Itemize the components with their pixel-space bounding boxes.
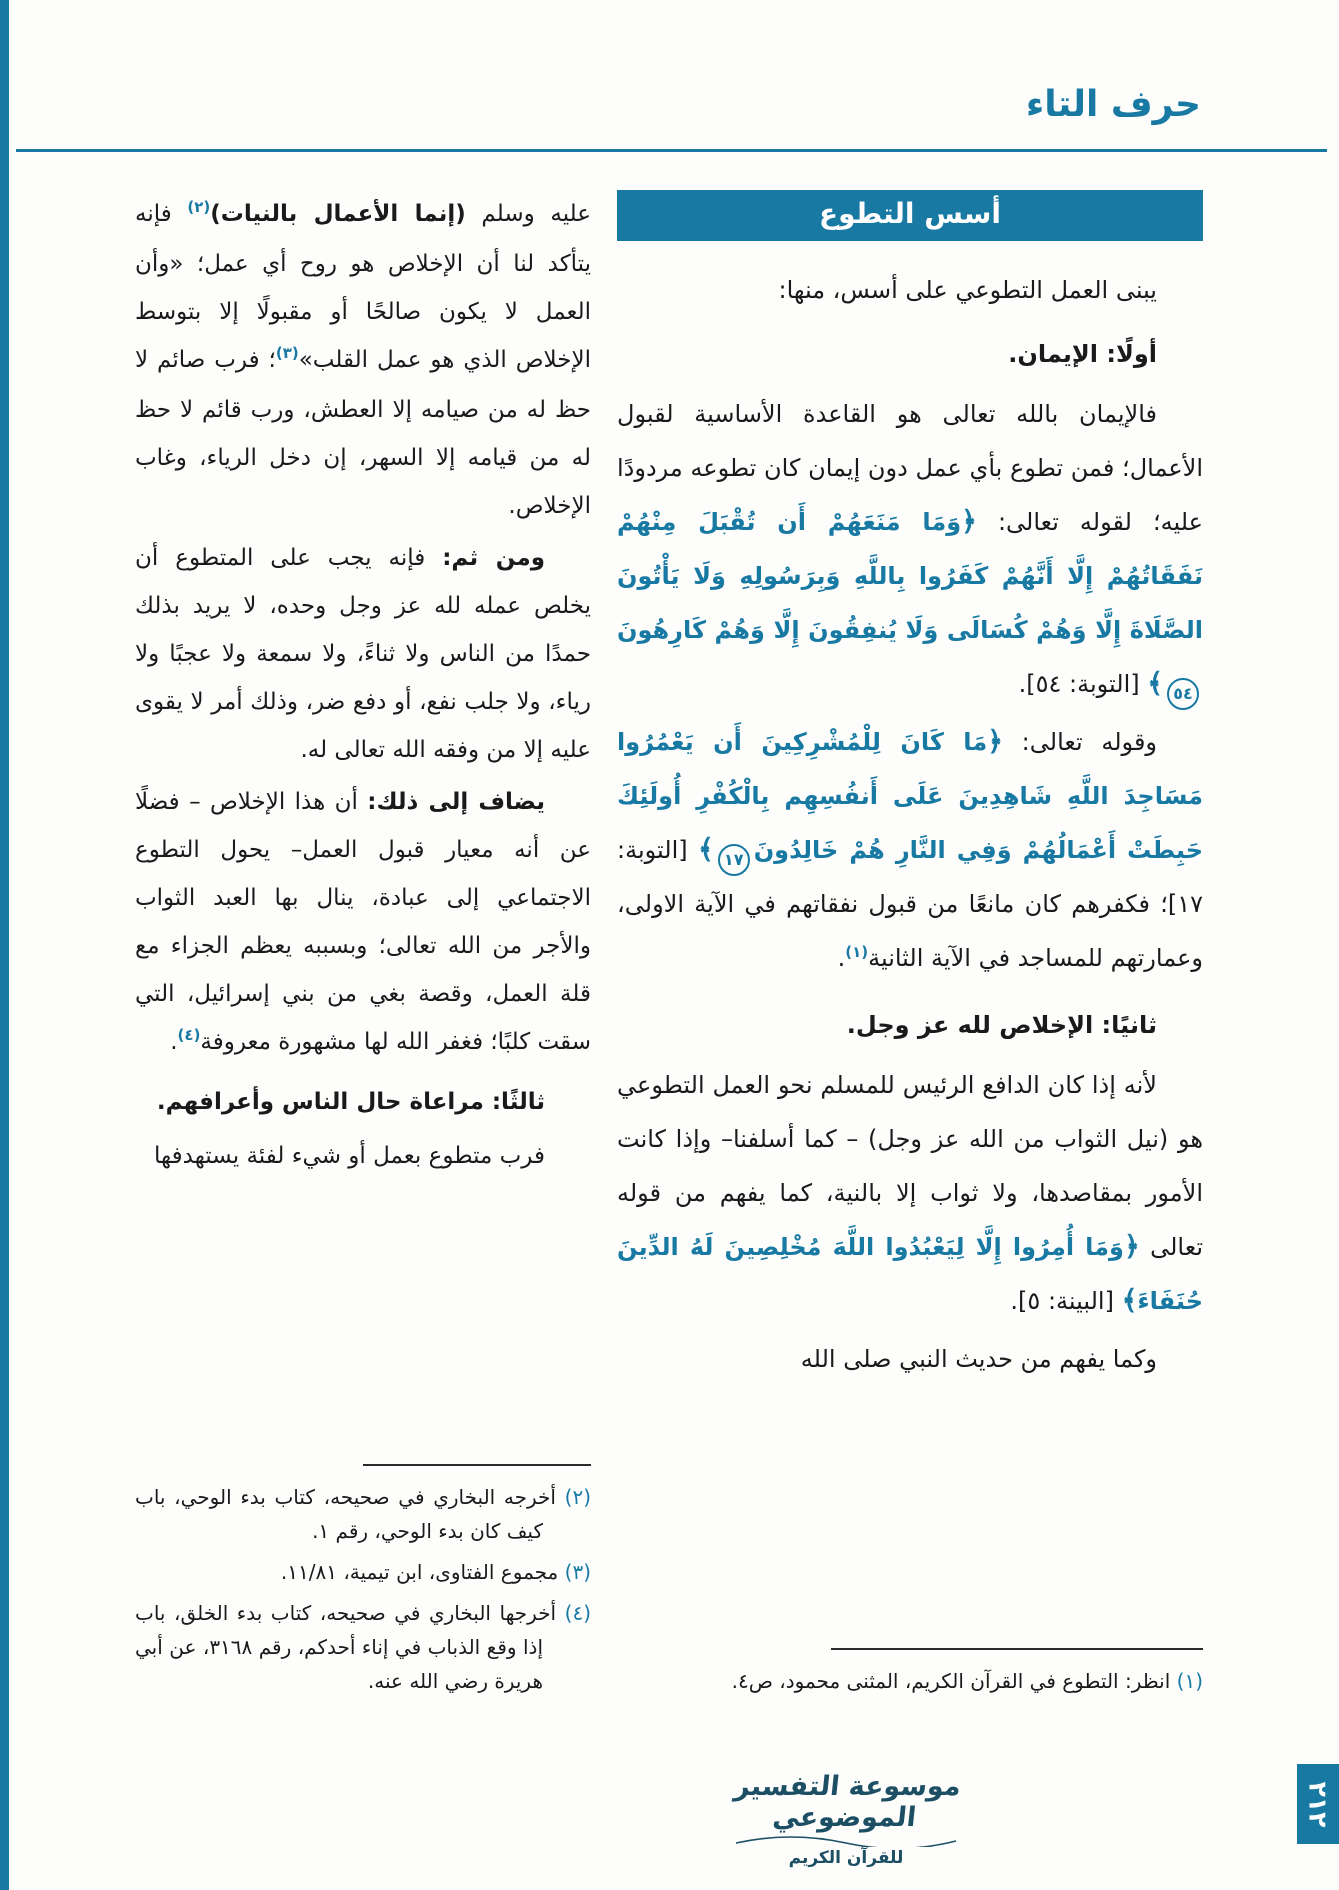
publisher-logo xyxy=(721,1771,971,1868)
footnote-separator xyxy=(363,1464,591,1466)
right-footnote-list xyxy=(617,1664,1203,1698)
footnote xyxy=(135,1555,591,1589)
emphasis-text: أولًا: الإيمان. xyxy=(1008,340,1157,368)
body-text: أن هذا الإخلاص – فضلًا عن أنه معيار قبول العمل– يحول التطوع الاجتماعي إلى عبادة، ينال بها العبد الثواب والأجر من الله تعالى؛ وبسببه يعظم الجزاء مع قلة العمل، وقصة بغي من بني إسرائيل، التي سقت كلبًا؛ فغفر الله لها مشهورة معروفة xyxy=(135,789,591,1055)
logo-subtitle: للقرآن الكريم xyxy=(788,1848,904,1868)
footnote-separator xyxy=(831,1648,1203,1650)
section-heading xyxy=(135,1078,591,1126)
quran-close-bracket-icon: ﴾ xyxy=(697,834,714,865)
quran-close-bracket-icon: ﴾ xyxy=(1121,1285,1138,1316)
footnote xyxy=(617,1664,1203,1698)
footnote-text: أخرجه البخاري في صحيحه، كتاب بدء الوحي، باب كيف كان بدء الوحي، رقم ١. xyxy=(135,1485,556,1543)
footnote-text: أخرجها البخاري في صحيحه، كتاب بدء الخلق، باب إذا وقع الذباب في إناء أحدكم، رقم ٣١٦٨، عن أبي هريرة رضي الله عنه. xyxy=(135,1601,557,1693)
paragraph xyxy=(135,190,591,530)
body-text: فالإيمان بالله تعالى هو القاعدة الأساسية لقبول الأعمال؛ فمن تطوع بأي عمل دون إيمان كان تطوعه مردودًا عليه؛ لقوله تعالى: xyxy=(617,400,1203,536)
section-heading xyxy=(617,998,1203,1052)
quran-verse: وَمَا أُمِرُوا إِلَّا لِيَعْبُدُوا اللَّهَ مُخْلِصِينَ لَهُ الدِّينَ حُنَفَاءَ xyxy=(617,1233,1203,1315)
verse-reference: [التوبة: ١٧]؛ xyxy=(617,836,1204,918)
footnote-text: مجموع الفتاوى، ابن تيمية، ١١/٨١. xyxy=(280,1560,559,1584)
quran-open-bracket-icon: ﴿ xyxy=(987,726,1003,757)
section-title-box xyxy=(617,190,1203,241)
emphasis-text: ومن ثم: xyxy=(442,545,545,571)
left-column xyxy=(135,190,591,1705)
paragraph xyxy=(617,1058,1203,1328)
footnote-marker: (٤) xyxy=(177,1026,201,1044)
body-text: فرب متطوع بعمل أو شيء لفئة يستهدفها xyxy=(154,1143,545,1169)
chapter-header: حرف التاء xyxy=(1025,84,1201,125)
verse-reference: [البينة: ٥]. xyxy=(1010,1287,1122,1315)
ayah-number-badge: ١٧ xyxy=(718,844,750,876)
right-column-paragraphs xyxy=(617,263,1203,1390)
body-text: عليه وسلم xyxy=(465,201,591,227)
left-column-footnotes xyxy=(135,1458,591,1705)
page-number: ٢١٢ xyxy=(1303,1781,1333,1827)
body-text: وكما يفهم من حديث النبي صلى الله xyxy=(800,1345,1157,1373)
paragraph xyxy=(617,715,1203,988)
left-footnote-list xyxy=(135,1480,591,1698)
paragraph xyxy=(135,778,591,1068)
body-text: . xyxy=(837,944,846,972)
quran-verse: مَا كَانَ لِلْمُشْرِكِينَ أَن يَعْمُرُوا مَسَاجِدَ اللَّهِ شَاهِدِينَ عَلَى أَنفُسِهِم بِالْكُفْرِ أُولَئِكَ حَبِطَتْ أَعْمَالُهُمْ وَفِي النَّارِ هُمْ خَالِدُونَ xyxy=(617,728,1203,864)
page-edge-strip xyxy=(0,0,9,1890)
body-text: يبنى العمل التطوعي على أسس، منها: xyxy=(778,276,1157,304)
right-column-footnotes xyxy=(617,1642,1203,1705)
text-columns xyxy=(135,190,1203,1705)
emphasis-text: ثانيًا: الإخلاص لله عز وجل. xyxy=(846,1011,1157,1039)
quran-open-bracket-icon: ﴿ xyxy=(961,506,977,537)
paragraph xyxy=(135,534,591,774)
emphasis-text: يضاف إلى ذلك: xyxy=(367,789,545,815)
emphasis-text: ثالثًا: مراعاة حال الناس وأعرافهم. xyxy=(156,1089,545,1115)
footnote-number: (٢) xyxy=(555,1485,591,1509)
header-rule xyxy=(16,149,1327,152)
logo-flourish-icon xyxy=(731,1835,961,1847)
footnote-number: (١) xyxy=(1170,1669,1203,1693)
footnote-text: انظر: التطوع في القرآن الكريم، المثنى محمود، ص٤. xyxy=(731,1669,1171,1693)
footnote xyxy=(135,1596,591,1698)
ayah-number-badge: ٥٤ xyxy=(1167,678,1199,710)
paragraph xyxy=(617,263,1203,317)
verse-reference: [التوبة: ٥٤]. xyxy=(1018,670,1148,698)
right-column xyxy=(617,190,1203,1705)
logo-title: موسوعة التفسير الموضوعي xyxy=(732,1771,963,1833)
body-text: وقوله تعالى: xyxy=(1002,728,1158,756)
emphasis-text: (إنما الأعمال بالنيات) xyxy=(210,201,466,227)
footnote-marker: (١) xyxy=(845,943,869,961)
page-number-tab xyxy=(1297,1764,1339,1844)
footnote-marker: (٢) xyxy=(187,198,211,216)
footnote-number: (٣) xyxy=(558,1560,591,1584)
body-text: . xyxy=(170,1029,178,1055)
footnote-marker: (٣) xyxy=(275,344,299,362)
paragraph xyxy=(135,1132,591,1180)
left-column-paragraphs xyxy=(135,190,591,1184)
section-title: أسس التطوع xyxy=(819,197,1001,230)
body-text: فإنه يتأكد لنا أن الإخلاص هو روح أي عمل؛ «وأن العمل لا يكون صالحًا أو مقبولًا إلا بتوسط الإخلاص الذي هو عمل القلب» xyxy=(135,201,591,373)
body-text: فكفرهم كان مانعًا من قبول نفقاتهم في الآية الاولى، وعمارتهم للمساجد في الآية الثانية xyxy=(617,890,1203,972)
body-text: لأنه إذا كان الدافع الرئيس للمسلم نحو العمل التطوعي هو (نيل الثواب من الله عز وجل) – كما أسلفنا– وإذا كانت الأمور بمقاصدها، ولا ثواب إلا بالنية، كما يفهم من قوله تعالى xyxy=(617,1071,1204,1261)
quran-verse: وَمَا مَنَعَهُمْ أَن تُقْبَلَ مِنْهُمْ نَفَقَاتُهُمْ إِلَّا أَنَّهُمْ كَفَرُوا بِاللَّهِ وَبِرَسُولِهِ وَلَا يَأْتُونَ الصَّلَاةَ إِلَّا وَهُمْ كُسَالَى وَلَا يُنفِقُونَ إِلَّا وَهُمْ كَارِهُونَ xyxy=(617,508,1203,644)
body-text: ؛ فرب صائم لا حظ له من صيامه إلا العطش، ورب قائم لا حظ له من قيامه إلا السهر، إن دخل الرياء، وغاب الإخلاص. xyxy=(135,347,591,519)
footnote-number: (٤) xyxy=(556,1601,591,1625)
quran-open-bracket-icon: ﴿ xyxy=(1123,1231,1140,1262)
body-text: فإنه يجب على المتطوع أن يخلص عمله لله عز وجل وحده، لا يريد بذلك حمدًا من الناس ولا ثناءً، ولا سمعة ولا عجبًا ولا رياء، ولا جلب نفع، أو دفع ضر، وذلك أمر لا يقوى عليه إلا من وفقه الله تعالى له. xyxy=(135,545,591,763)
paragraph xyxy=(617,387,1203,711)
footnote xyxy=(135,1480,591,1548)
quran-close-bracket-icon: ﴾ xyxy=(1147,668,1163,699)
section-heading xyxy=(617,327,1203,381)
paragraph xyxy=(617,1332,1203,1386)
